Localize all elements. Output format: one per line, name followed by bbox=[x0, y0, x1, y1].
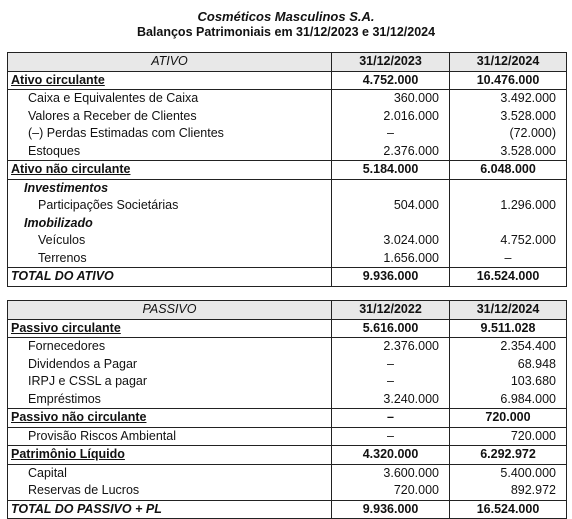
ativo-date-header: 31/12/2023 bbox=[332, 53, 450, 72]
passivo-row-sect bbox=[8, 319, 567, 338]
ativo-row-item bbox=[8, 108, 567, 126]
passivo-header-row bbox=[8, 301, 567, 320]
value-second-period: 6.984.000 bbox=[450, 391, 567, 409]
value-first-period: 2.016.000 bbox=[332, 108, 450, 126]
value-second-period: 9.511.028 bbox=[450, 319, 567, 338]
value-first-period: 2.376.000 bbox=[332, 143, 450, 161]
value-first-period: 1.656.000 bbox=[332, 250, 450, 268]
passivo-row-item bbox=[8, 464, 567, 482]
passivo-row-item bbox=[8, 356, 567, 374]
value-second-period: 16.524.000 bbox=[450, 500, 567, 519]
account-label: Investimentos bbox=[8, 179, 332, 197]
value-second-period: 720.000 bbox=[450, 409, 567, 428]
account-label: Provisão Riscos Ambiental bbox=[8, 427, 332, 446]
passivo-row-item bbox=[8, 338, 567, 356]
total-label: TOTAL DO PASSIVO + PL bbox=[8, 500, 332, 519]
value-second-period: 3.492.000 bbox=[450, 90, 567, 108]
value-first-period: – bbox=[332, 356, 450, 374]
section-label-text: Ativo não circulante bbox=[11, 162, 131, 177]
account-label: Empréstimos bbox=[8, 391, 332, 409]
ativo-date-header: 31/12/2024 bbox=[450, 53, 567, 72]
value-first-period: – bbox=[332, 373, 450, 391]
ativo-body bbox=[8, 53, 567, 287]
value-first-period: – bbox=[332, 409, 450, 428]
value-second-period: 103.680 bbox=[450, 373, 567, 391]
ativo-row-sub bbox=[8, 179, 567, 197]
passivo-row-item bbox=[8, 482, 567, 500]
company-title: Cosméticos Masculinos S.A. bbox=[197, 9, 375, 24]
account-label: IRPJ e CSSL a pagar bbox=[8, 373, 332, 391]
account-label: Capital bbox=[8, 464, 332, 482]
value-second-period: 68.948 bbox=[450, 356, 567, 374]
value-first-period: 720.000 bbox=[332, 482, 450, 500]
value-first-period: – bbox=[332, 125, 450, 143]
value-second-period: 2.354.400 bbox=[450, 338, 567, 356]
passivo-row-total bbox=[8, 500, 567, 519]
total-label: TOTAL DO ATIVO bbox=[8, 268, 332, 287]
account-label: Fornecedores bbox=[8, 338, 332, 356]
value-second-period: 4.752.000 bbox=[450, 232, 567, 250]
ativo-row-item bbox=[8, 125, 567, 143]
value-first-period: 2.376.000 bbox=[332, 338, 450, 356]
passivo-date-header: 31/12/2022 bbox=[332, 301, 450, 320]
value-first-period: 3.600.000 bbox=[332, 464, 450, 482]
account-label: (–) Perdas Estimadas com Clientes bbox=[8, 125, 332, 143]
passivo-row-sect bbox=[8, 446, 567, 465]
value-second-period: 5.400.000 bbox=[450, 464, 567, 482]
account-label: Estoques bbox=[8, 143, 332, 161]
section-label-text: Ativo circulante bbox=[11, 72, 105, 87]
account-label: Terrenos bbox=[8, 250, 332, 268]
value-first-period: 360.000 bbox=[332, 90, 450, 108]
value-first-period: 3.240.000 bbox=[332, 391, 450, 409]
value-second-period: – bbox=[450, 250, 567, 268]
passivo-column-title: PASSIVO bbox=[8, 301, 332, 320]
value-second-period bbox=[450, 179, 567, 197]
value-second-period: 892.972 bbox=[450, 482, 567, 500]
value-second-period: (72.000) bbox=[450, 125, 567, 143]
section-label bbox=[8, 446, 332, 465]
passivo-table bbox=[7, 300, 567, 519]
passivo-body bbox=[8, 301, 567, 519]
account-label: Caixa e Equivalentes de Caixa bbox=[8, 90, 332, 108]
account-label: Reservas de Lucros bbox=[8, 482, 332, 500]
ativo-row-sub bbox=[8, 215, 567, 233]
value-second-period bbox=[450, 215, 567, 233]
value-second-period: 6.292.972 bbox=[450, 446, 567, 465]
value-first-period: 5.184.000 bbox=[332, 161, 450, 180]
account-label: Imobilizado bbox=[8, 215, 332, 233]
ativo-header-row bbox=[8, 53, 567, 72]
account-label: Valores a Receber de Clientes bbox=[8, 108, 332, 126]
section-label-text: Patrimônio Líquido bbox=[11, 447, 125, 462]
account-label: Dividendos a Pagar bbox=[8, 356, 332, 374]
ativo-row-subitem bbox=[8, 250, 567, 268]
value-first-period: 4.752.000 bbox=[332, 71, 450, 90]
ativo-row-total bbox=[8, 268, 567, 287]
value-first-period bbox=[332, 215, 450, 233]
ativo-row-subitem bbox=[8, 197, 567, 215]
ativo-row-sect bbox=[8, 161, 567, 180]
value-second-period: 10.476.000 bbox=[450, 71, 567, 90]
value-second-period: 16.524.000 bbox=[450, 268, 567, 287]
value-second-period: 6.048.000 bbox=[450, 161, 567, 180]
section-label bbox=[8, 71, 332, 90]
account-label: Veículos bbox=[8, 232, 332, 250]
passivo-date-header: 31/12/2024 bbox=[450, 301, 567, 320]
value-first-period: – bbox=[332, 427, 450, 446]
value-first-period: 9.936.000 bbox=[332, 268, 450, 287]
passivo-row-item bbox=[8, 391, 567, 409]
section-label-text: Passivo circulante bbox=[11, 320, 121, 335]
passivo-row-item bbox=[8, 373, 567, 391]
section-label bbox=[8, 161, 332, 180]
value-first-period: 4.320.000 bbox=[332, 446, 450, 465]
passivo-row-sect bbox=[8, 409, 567, 428]
section-label bbox=[8, 409, 332, 428]
value-second-period: 720.000 bbox=[450, 427, 567, 446]
account-label: Participações Societárias bbox=[8, 197, 332, 215]
value-first-period: 5.616.000 bbox=[332, 319, 450, 338]
section-label-text: Passivo não circulante bbox=[11, 410, 147, 425]
ativo-row-subitem bbox=[8, 232, 567, 250]
ativo-column-title: ATIVO bbox=[8, 53, 332, 72]
value-first-period: 9.936.000 bbox=[332, 500, 450, 519]
ativo-row-sect bbox=[8, 71, 567, 90]
report-subtitle: Balanços Patrimoniais em 31/12/2023 e 31/12/2024 bbox=[136, 25, 436, 39]
value-second-period: 1.296.000 bbox=[450, 197, 567, 215]
value-first-period bbox=[332, 179, 450, 197]
passivo-row-item bbox=[8, 427, 567, 446]
ativo-row-item bbox=[8, 90, 567, 108]
value-second-period: 3.528.000 bbox=[450, 143, 567, 161]
value-first-period: 3.024.000 bbox=[332, 232, 450, 250]
ativo-table bbox=[7, 52, 567, 287]
value-first-period: 504.000 bbox=[332, 197, 450, 215]
value-second-period: 3.528.000 bbox=[450, 108, 567, 126]
section-label bbox=[8, 319, 332, 338]
ativo-row-item bbox=[8, 143, 567, 161]
